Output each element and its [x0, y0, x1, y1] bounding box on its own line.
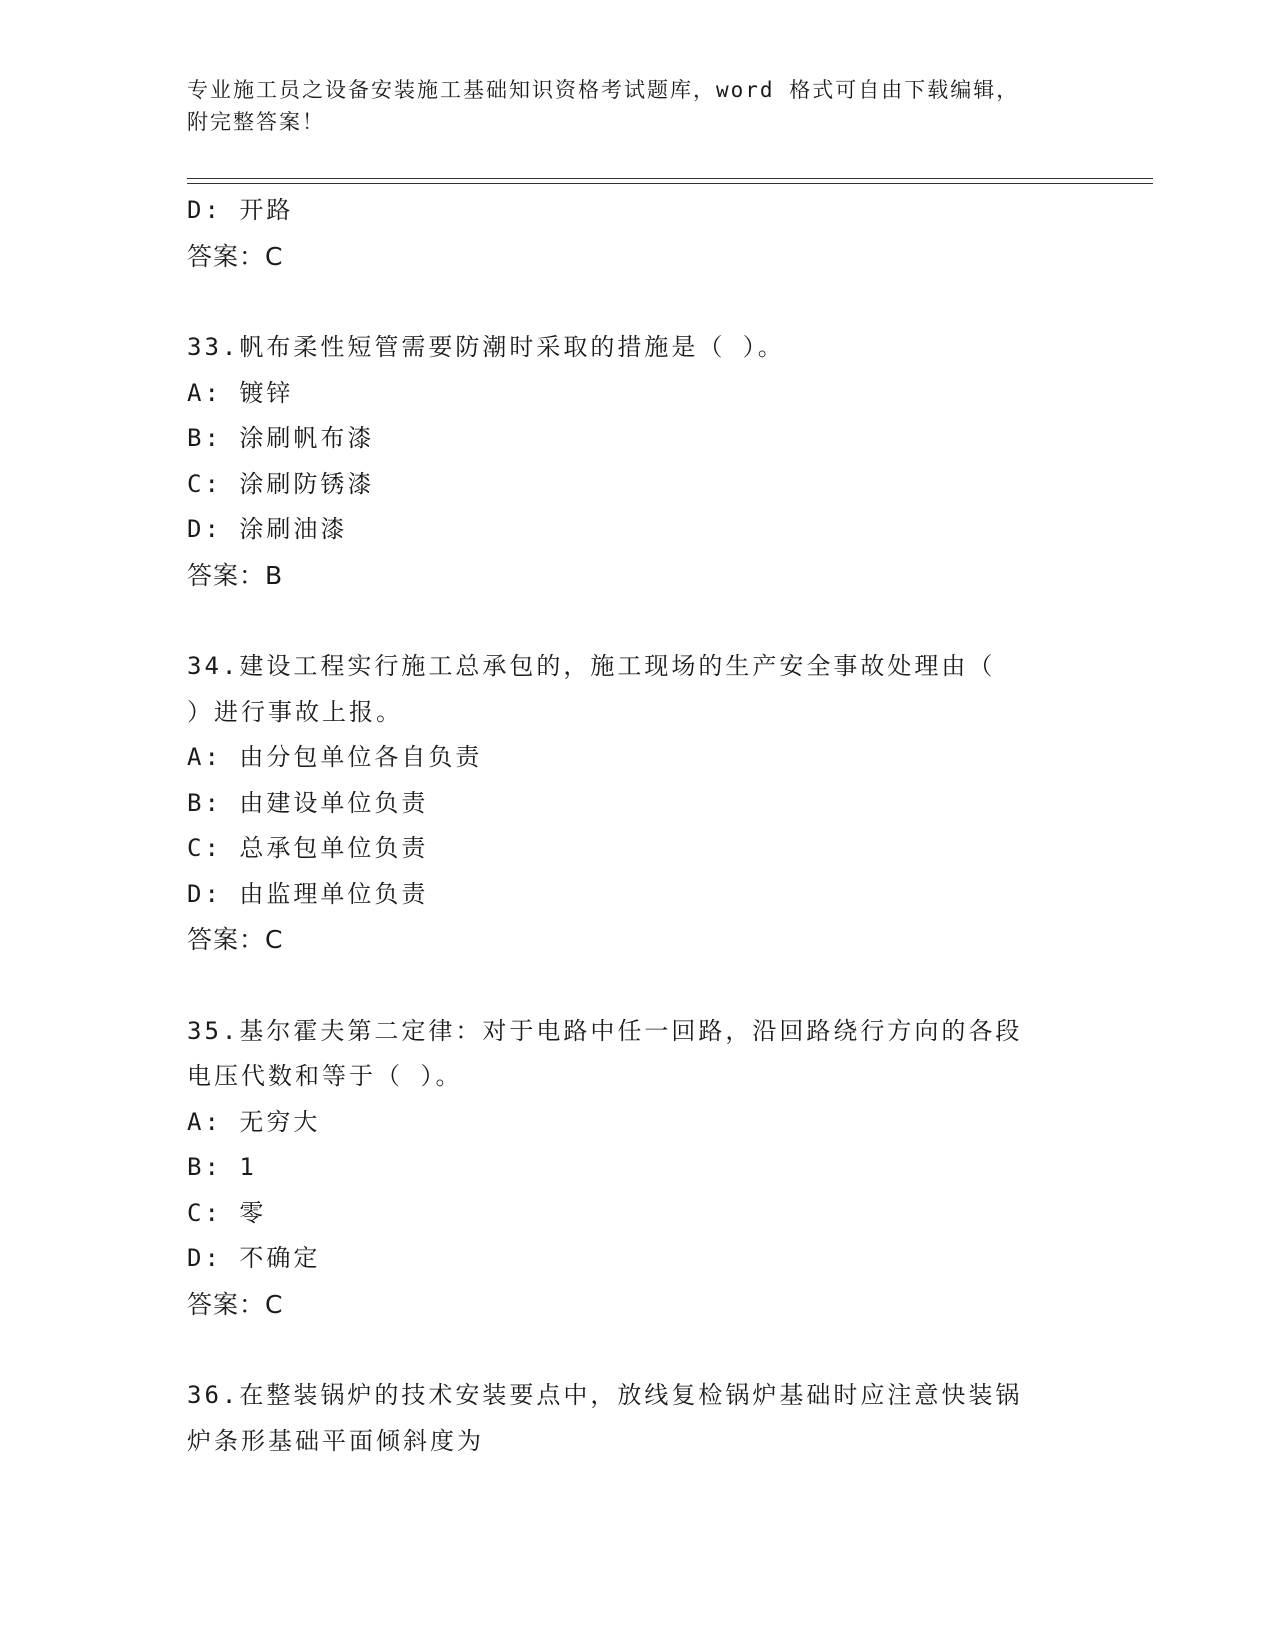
option-d: D: 由监理单位负责: [187, 879, 429, 908]
option-c: C: 涂刷防锈漆: [187, 469, 375, 498]
answer-line: 答案：B: [187, 560, 284, 590]
header-divider-bottom: [187, 183, 1153, 184]
option-d: D: 涂刷油漆: [187, 515, 348, 543]
question-text: 35.基尔霍夫第二定律：对于电路中任一回路，沿回路绕行方向的各段: [187, 1016, 1023, 1045]
option-d: D: 不确定: [187, 1244, 321, 1272]
spacer: [187, 963, 1087, 1009]
answer-line: 答案：C: [187, 925, 284, 954]
spacer: [187, 279, 1087, 325]
question-text: 34.建设工程实行施工总承包的，施工现场的生产安全事故处理由（: [187, 652, 996, 680]
question-34: [187, 644, 1087, 963]
option-c: C: 总承包单位负责: [187, 834, 429, 862]
answer-line: 答案：C: [187, 1289, 284, 1319]
header-divider-top: [187, 178, 1153, 179]
header-line-1: 专业施工员之设备安装施工基础知识资格考试题库，word 格式可自由下载编辑，: [187, 78, 1020, 102]
option-b: B: 1: [187, 1153, 257, 1181]
option-a: A: 镀锌: [187, 378, 294, 407]
document-header: [187, 74, 1087, 138]
question-text-cont: 炉条形基础平面倾斜度为: [187, 1426, 484, 1455]
question-text-cont: 电压代数和等于（ ）。: [187, 1062, 463, 1090]
question-33: [187, 325, 1087, 598]
question-text-cont: ）进行事故上报。: [187, 697, 403, 726]
spacer: [187, 598, 1087, 644]
question-text: 36.在整装锅炉的技术安装要点中，放线复检锅炉基础时应注意快装锅: [187, 1381, 1023, 1409]
option-b: B: 由建设单位负责: [187, 788, 429, 817]
question-text: 33.帆布柔性短管需要防潮时采取的措施是（ ）。: [187, 333, 785, 361]
option-d: D: 开路: [187, 196, 294, 224]
question-36: [187, 1373, 1087, 1464]
header-line-2: 附完整答案！: [187, 110, 325, 134]
answer-line: 答案：C: [187, 241, 284, 271]
option-c: C: 零: [187, 1198, 267, 1227]
option-a: A: 由分包单位各自负责: [187, 743, 483, 771]
question-list: [187, 188, 1087, 1464]
question-35: [187, 1009, 1087, 1328]
option-b: B: 涂刷帆布漆: [187, 424, 375, 452]
spacer: [187, 1327, 1087, 1373]
option-a: A: 无穷大: [187, 1107, 321, 1136]
